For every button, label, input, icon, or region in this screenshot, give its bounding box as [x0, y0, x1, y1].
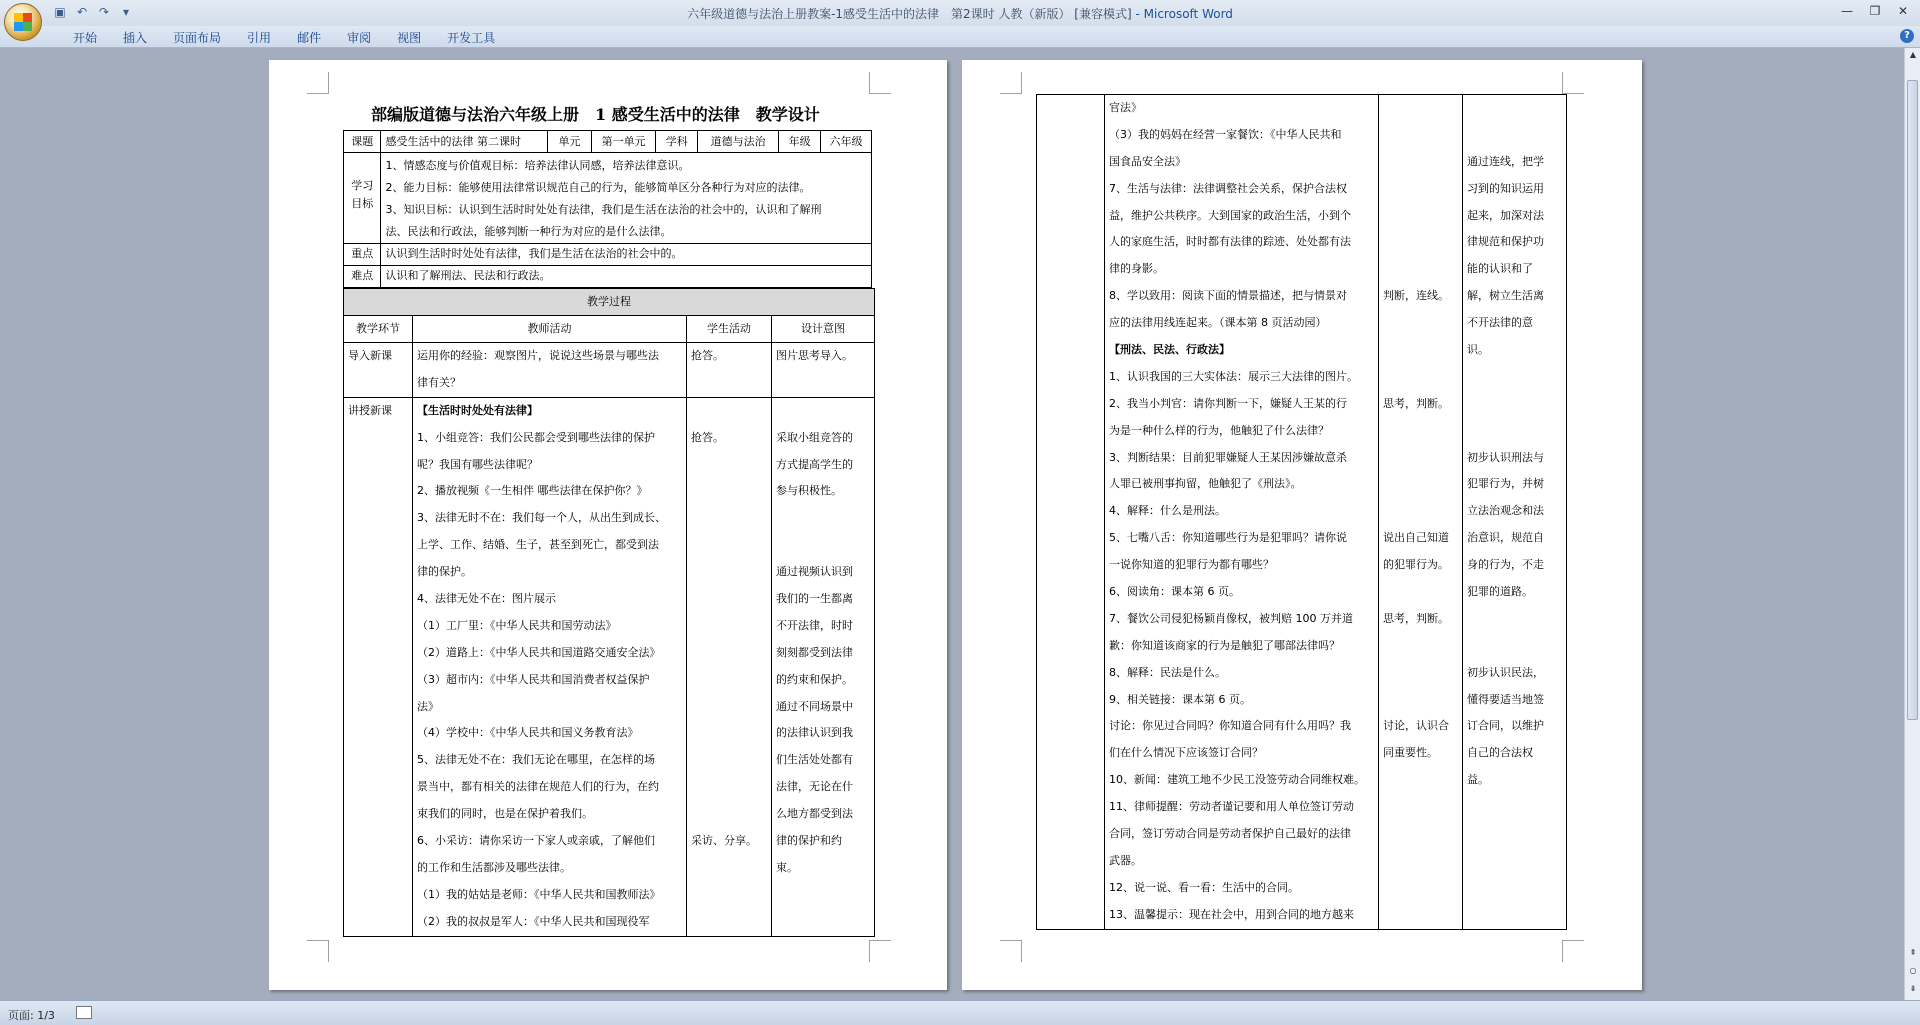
text-line: 律规范和保护功	[1467, 235, 1544, 249]
text-line: 习到的知识运用	[1467, 181, 1544, 195]
text-line	[1383, 767, 1458, 794]
text-line	[1467, 364, 1562, 391]
text-line: 人的家庭生活，时时都有法律的踪迹、处处都有法	[1109, 235, 1351, 249]
text-line: 8、解释：民法是什么。	[1109, 665, 1226, 679]
text-line: 12、说一说、看一看：生活中的合同。	[1109, 880, 1299, 894]
text-line: 同重要性。	[1383, 746, 1438, 760]
text-line: 犯罪行为，并树	[1467, 477, 1544, 491]
goal-line: 2、能力目标：能够使用法律常识规范自己的行为，能够简单区分各种行为对应的法律。	[385, 181, 811, 194]
text-line: 10、新闻：建筑工地不少民工没签劳动合同维权难。	[1109, 773, 1365, 787]
tab-references[interactable]: 引用	[247, 31, 272, 45]
text-line: 8、学以致用：阅读下面的情景描述，把与情景对	[1109, 289, 1347, 303]
key-text: 认识到生活时时处处有法律，我们是生活在法治的社会中的。	[381, 244, 872, 266]
column-header: 设计意图	[772, 316, 875, 343]
text-line: 们生活处处都有	[776, 753, 853, 767]
text-line: 采访、分享。	[691, 834, 757, 848]
text-line: 6、阅读角：课本第 6 页。	[1109, 585, 1240, 599]
text-line: 通过视频认识到	[776, 565, 853, 579]
column-header: 教师活动	[413, 316, 687, 343]
browse-object-icon[interactable]: ○	[1909, 966, 1917, 975]
text-line	[776, 909, 870, 936]
teacher-line: 律有关？	[417, 375, 461, 389]
crop-mark	[1000, 940, 1022, 962]
text-line	[1383, 902, 1458, 929]
text-line: 么地方都受到法	[776, 807, 853, 821]
scroll-thumb[interactable]	[1907, 80, 1918, 720]
text-line: 3、法律无时不在：我们每一个人，从出生到成长、	[417, 511, 666, 525]
text-line	[776, 532, 870, 559]
text-line: 2、播放视频《一生相伴 哪些法律在保护你？》	[417, 484, 648, 498]
text-line: 自己的合法权	[1467, 746, 1533, 760]
info-cell: 学科	[656, 131, 698, 153]
crop-mark	[869, 72, 891, 94]
text-line	[1383, 122, 1458, 149]
text-line	[691, 909, 767, 936]
info-cell: 单元	[548, 131, 592, 153]
text-line: 法律，无论在什	[776, 780, 853, 794]
tab-home[interactable]: 开始	[73, 31, 98, 45]
text-line: 思考，判断。	[1383, 611, 1449, 625]
text-line	[1383, 203, 1458, 230]
text-line	[1383, 687, 1458, 714]
office-button[interactable]	[4, 3, 42, 41]
office-logo-icon	[14, 13, 32, 31]
text-line: 7、生活与法律：法律调整社会关系，保护合法权	[1109, 181, 1347, 195]
text-line	[1467, 875, 1562, 902]
text-line: 呢？我国有哪些法律呢？	[417, 457, 538, 471]
text-line: 4、解释：什么是刑法。	[1109, 504, 1226, 518]
text-line	[1383, 875, 1458, 902]
tab-page-layout[interactable]: 页面布局	[173, 31, 222, 45]
text-line: 参与积极性。	[776, 484, 842, 498]
text-line: 思考，判断。	[1383, 396, 1449, 410]
minimize-icon[interactable]: —	[1841, 4, 1853, 18]
text-line: 国食品安全法》	[1109, 154, 1186, 168]
text-line: 9、相关链接：课本第 6 页。	[1109, 692, 1251, 706]
text-line	[1383, 579, 1458, 606]
text-line: 身的行为，不走	[1467, 558, 1544, 572]
text-line	[1467, 95, 1562, 122]
text-line: 7、餐饮公司侵犯杨颖肖像权，被判赔 100 万并道	[1109, 611, 1353, 625]
text-line	[1383, 149, 1458, 176]
text-line: 们在什么情况下应该签订合同？	[1109, 746, 1263, 760]
ribbon-tabs	[0, 26, 1920, 48]
teacher-line: 运用你的经验：观察图片，说说这些场景与哪些法	[417, 349, 659, 362]
hard-label: 难点	[344, 266, 381, 288]
undo-icon[interactable]: ↶	[76, 5, 88, 19]
student-column	[1379, 95, 1463, 930]
process-table	[343, 288, 875, 937]
text-line: 合同，签订劳动合同是劳动者保护自己最好的法律	[1109, 827, 1351, 841]
text-line	[1383, 498, 1458, 525]
text-line: 律的保护。	[417, 565, 472, 579]
info-cell: 第一单元	[591, 131, 656, 153]
text-line: 抢答。	[691, 430, 724, 444]
text-line: 的约束和保护。	[776, 672, 853, 686]
key-label: 重点	[344, 244, 381, 266]
info-cell: 道德与法治	[698, 131, 779, 153]
hard-text: 认识和了解刑法、民法和行政法。	[381, 266, 872, 288]
tab-mailings[interactable]: 邮件	[297, 31, 322, 45]
goal-line: 1、情感态度与价值观目标：培养法律认同感，培养法律意识。	[385, 159, 690, 172]
text-line: 【生活时时处处有法律】	[417, 403, 538, 417]
text-line	[691, 586, 767, 613]
text-line: （2）道路上：《中华人民共和国道路交通安全法》	[417, 645, 661, 659]
page-count[interactable]: 页面: 1/3	[8, 1009, 55, 1022]
text-line	[1383, 364, 1458, 391]
text-line	[1383, 229, 1458, 256]
text-line: 3、判断结果：目前犯罪嫌疑人王某因涉嫌故意杀	[1109, 450, 1347, 464]
document-page-1	[269, 60, 947, 990]
text-line: 人罪已被刑事拘留，他触犯了《刑法》。	[1109, 477, 1302, 491]
tab-view[interactable]: 视图	[397, 31, 422, 45]
text-line: 治意识，规范自	[1467, 531, 1544, 545]
text-line	[1383, 176, 1458, 203]
text-line: 初步认识刑法与	[1467, 450, 1544, 464]
text-line	[1383, 445, 1458, 472]
text-line: 说出自己知道	[1383, 531, 1449, 545]
text-line	[1383, 337, 1458, 364]
close-icon[interactable]: ✕	[1897, 4, 1909, 18]
text-line: 4、法律无处不在：图片展示	[417, 592, 556, 606]
design-column	[772, 397, 875, 936]
text-line	[1467, 391, 1562, 418]
goals-label-1: 学习	[351, 179, 374, 192]
text-line: 讨论，认识合	[1383, 719, 1449, 733]
text-line: 6、小采访：请你采访一下家人或亲戚，了解他们	[417, 834, 655, 848]
crop-mark	[1562, 72, 1584, 94]
restore-icon[interactable]: ❐	[1869, 4, 1881, 18]
text-line: 益。	[1467, 773, 1489, 787]
text-line: 5、法律无处不在：我们无论在哪里，在怎样的场	[417, 753, 655, 767]
crop-mark	[869, 940, 891, 962]
text-line	[1383, 418, 1458, 445]
text-line	[691, 855, 767, 882]
text-line	[1467, 821, 1562, 848]
text-line: 懂得要适当地签	[1467, 692, 1544, 706]
text-line	[691, 667, 767, 694]
redo-icon[interactable]: ↷	[98, 5, 110, 19]
text-line	[691, 694, 767, 721]
text-line: 刻刻都受到法律	[776, 645, 853, 659]
text-line: 应的法律用线连起来。（课本第 8 页活动园）	[1109, 316, 1327, 330]
text-line: 订合同，以维护	[1467, 719, 1544, 733]
text-line: 一说你知道的犯罪行为都有哪些？	[1109, 558, 1274, 572]
text-line	[1383, 794, 1458, 821]
text-line: 法》	[417, 699, 439, 713]
text-line: 为是一种什么样的行为，他触犯了什么法律？	[1109, 423, 1329, 437]
text-line	[691, 747, 767, 774]
text-line	[691, 478, 767, 505]
title-bar	[0, 0, 1920, 26]
text-line	[1467, 122, 1562, 149]
text-line	[1467, 418, 1562, 445]
student-cell: 抢答。	[687, 343, 772, 398]
text-line: 起来，加深对法	[1467, 208, 1544, 222]
text-line: 11、律师提醒：劳动者谨记要和用人单位签订劳动	[1109, 800, 1354, 814]
text-line: 能的认识和了	[1467, 262, 1533, 276]
text-line	[776, 505, 870, 532]
vertical-scrollbar[interactable]	[1904, 48, 1920, 1000]
scroll-up-icon[interactable]: ▲	[1909, 50, 1917, 59]
text-line	[776, 398, 870, 425]
text-line: 歉：你知道该商家的行为是触犯了哪部法律吗？	[1109, 638, 1340, 652]
help-icon[interactable]: ?	[1900, 29, 1914, 43]
info-table	[343, 130, 872, 288]
save-icon[interactable]: ▣	[54, 5, 66, 19]
text-line: 的法律认识到我	[776, 726, 853, 740]
crop-mark	[307, 72, 329, 94]
teacher-column	[413, 397, 687, 936]
text-line: 采取小组竞答的	[776, 430, 853, 444]
tab-insert[interactable]: 插入	[123, 31, 148, 45]
text-line: 的工作和生活都涉及哪些法律。	[417, 860, 571, 874]
next-page-icon[interactable]: ⇟	[1909, 984, 1917, 993]
text-line: 初步认识民法，	[1467, 665, 1544, 679]
text-line	[691, 532, 767, 559]
text-line: 不开法律的意	[1467, 316, 1533, 330]
design-cell: 图片思考导入。	[772, 343, 875, 398]
crop-mark	[1562, 940, 1584, 962]
text-line: 益，维护公共秩序。大到国家的政治生活，小到个	[1109, 208, 1351, 222]
goals-label-2: 目标	[351, 197, 374, 210]
text-line: 官法》	[1109, 101, 1142, 114]
text-line: 通过连线，把学	[1467, 154, 1544, 168]
tab-developer[interactable]: 开发工具	[447, 31, 496, 45]
text-line	[1383, 821, 1458, 848]
text-line: 1、小组竞答：我们公民都会受到哪些法律的保护	[417, 430, 655, 444]
stage-cell	[1037, 95, 1105, 930]
app-name: - Microsoft Word	[1135, 7, 1233, 21]
text-line: 识。	[1467, 343, 1489, 357]
text-line	[691, 640, 767, 667]
text-line: （3）我的妈妈在经营一家餐饮：《中华人民共和	[1109, 127, 1342, 141]
text-line: 方式提高学生的	[776, 457, 853, 471]
text-line	[691, 801, 767, 828]
text-line: 不开法律，时时	[776, 618, 853, 632]
goals-label	[344, 153, 381, 244]
text-line	[691, 398, 767, 425]
text-line	[691, 505, 767, 532]
text-line: 判断，连线。	[1383, 289, 1449, 303]
text-line: （2）我的叔叔是军人：《中华人民共和国现役军	[417, 914, 650, 928]
proofing-icon[interactable]	[76, 1006, 92, 1019]
goal-line: 3、知识目标：认识到生活时时处处有法律，我们是生活在法治的社会中的，认识和了解刑	[385, 203, 822, 216]
goal-line: 法、民法和行政法，能够判断一种行为对应的是什么法律。	[385, 225, 672, 238]
page-title: 部编版道德与法治六年级上册 1 感受生活中的法律 教学设计	[371, 105, 820, 124]
text-line: （3）超市内：《中华人民共和国消费者权益保护	[417, 672, 650, 686]
text-line: 束。	[776, 860, 798, 874]
text-line: （1）工厂里：《中华人民共和国劳动法》	[417, 618, 617, 632]
stage-cell: 导入新课	[344, 343, 413, 398]
stage-cell: 讲授新课	[344, 397, 413, 936]
text-line: 武器。	[1109, 853, 1142, 867]
text-line: 通过不同场景中	[776, 699, 853, 713]
text-line	[691, 774, 767, 801]
document-name: 六年级道德与法治上册教案-1感受生活中的法律 第2课时 人教（新版） [兼容模式]	[687, 7, 1132, 21]
text-line: 【刑法、民法、行政法】	[1109, 343, 1230, 357]
text-line	[1383, 310, 1458, 337]
text-line: 解，树立生活离	[1467, 289, 1544, 303]
text-line: 5、七嘴八舌：你知道哪些行为是犯罪吗？请你说	[1109, 531, 1347, 545]
text-line: 13、温馨提示：现在社会中，用到合同的地方越来	[1109, 907, 1354, 921]
text-line	[776, 882, 870, 909]
student-column	[687, 397, 772, 936]
text-line: 律的保护和约	[776, 834, 842, 848]
column-header: 教学环节	[344, 316, 413, 343]
text-line	[691, 613, 767, 640]
text-line	[1467, 902, 1562, 929]
column-header: 学生活动	[687, 316, 772, 343]
status-bar	[0, 1000, 1920, 1025]
text-line: 立法治观念和法	[1467, 504, 1544, 518]
text-line	[1467, 606, 1562, 633]
text-line: （1）我的姑姑是老师：《中华人民共和国教师法》	[417, 887, 661, 901]
text-line: 束我们的同时，也是在保护着我们。	[417, 807, 593, 821]
text-line	[1467, 794, 1562, 821]
text-line	[1467, 633, 1562, 660]
info-cell: 感受生活中的法律 第二课时	[381, 131, 548, 153]
design-column	[1463, 95, 1567, 930]
text-line: （4）学校中：《中华人民共和国义务教育法》	[417, 726, 639, 740]
prev-page-icon[interactable]: ⇞	[1909, 948, 1917, 957]
text-line: 犯罪的道路。	[1467, 585, 1533, 599]
text-line	[1383, 633, 1458, 660]
text-line	[1383, 471, 1458, 498]
crop-mark	[307, 940, 329, 962]
text-line	[691, 720, 767, 747]
text-line: 我们的一生都离	[776, 592, 853, 606]
document-page-2	[962, 60, 1642, 990]
text-line	[1383, 256, 1458, 283]
text-line: 2、我当小判官：请你判断一下，嫌疑人王某的行	[1109, 396, 1347, 410]
text-line	[691, 559, 767, 586]
info-cell: 六年级	[820, 131, 871, 153]
window-controls	[1834, 2, 1916, 20]
text-line	[1383, 660, 1458, 687]
text-line: 1、认识我国的三大实体法：展示三大法律的图片。	[1109, 369, 1358, 383]
info-cell: 课题	[344, 131, 381, 153]
text-line	[1467, 848, 1562, 875]
text-line: 讨论：你见过合同吗？你知道合同有什么用吗？我	[1109, 719, 1351, 733]
process-heading: 教学过程	[344, 289, 875, 316]
customize-qat-icon[interactable]: ▾	[122, 5, 130, 19]
text-line: 景当中，都有相关的法律在规范人们的行为，在约	[417, 780, 659, 794]
text-line: 律的身影。	[1109, 262, 1164, 276]
process-table-continued	[1036, 94, 1567, 930]
teacher-column	[1105, 95, 1379, 930]
text-line: 的犯罪行为。	[1383, 558, 1449, 572]
info-cell: 年级	[779, 131, 821, 153]
text-line	[691, 452, 767, 479]
text-line	[1383, 95, 1458, 122]
text-line: 上学、工作、结婚、生子，甚至到死亡，都受到法	[417, 538, 659, 552]
crop-mark	[1000, 72, 1022, 94]
tab-review[interactable]: 审阅	[347, 31, 372, 45]
text-line	[1383, 848, 1458, 875]
text-line	[691, 882, 767, 909]
window-title	[0, 5, 1920, 22]
